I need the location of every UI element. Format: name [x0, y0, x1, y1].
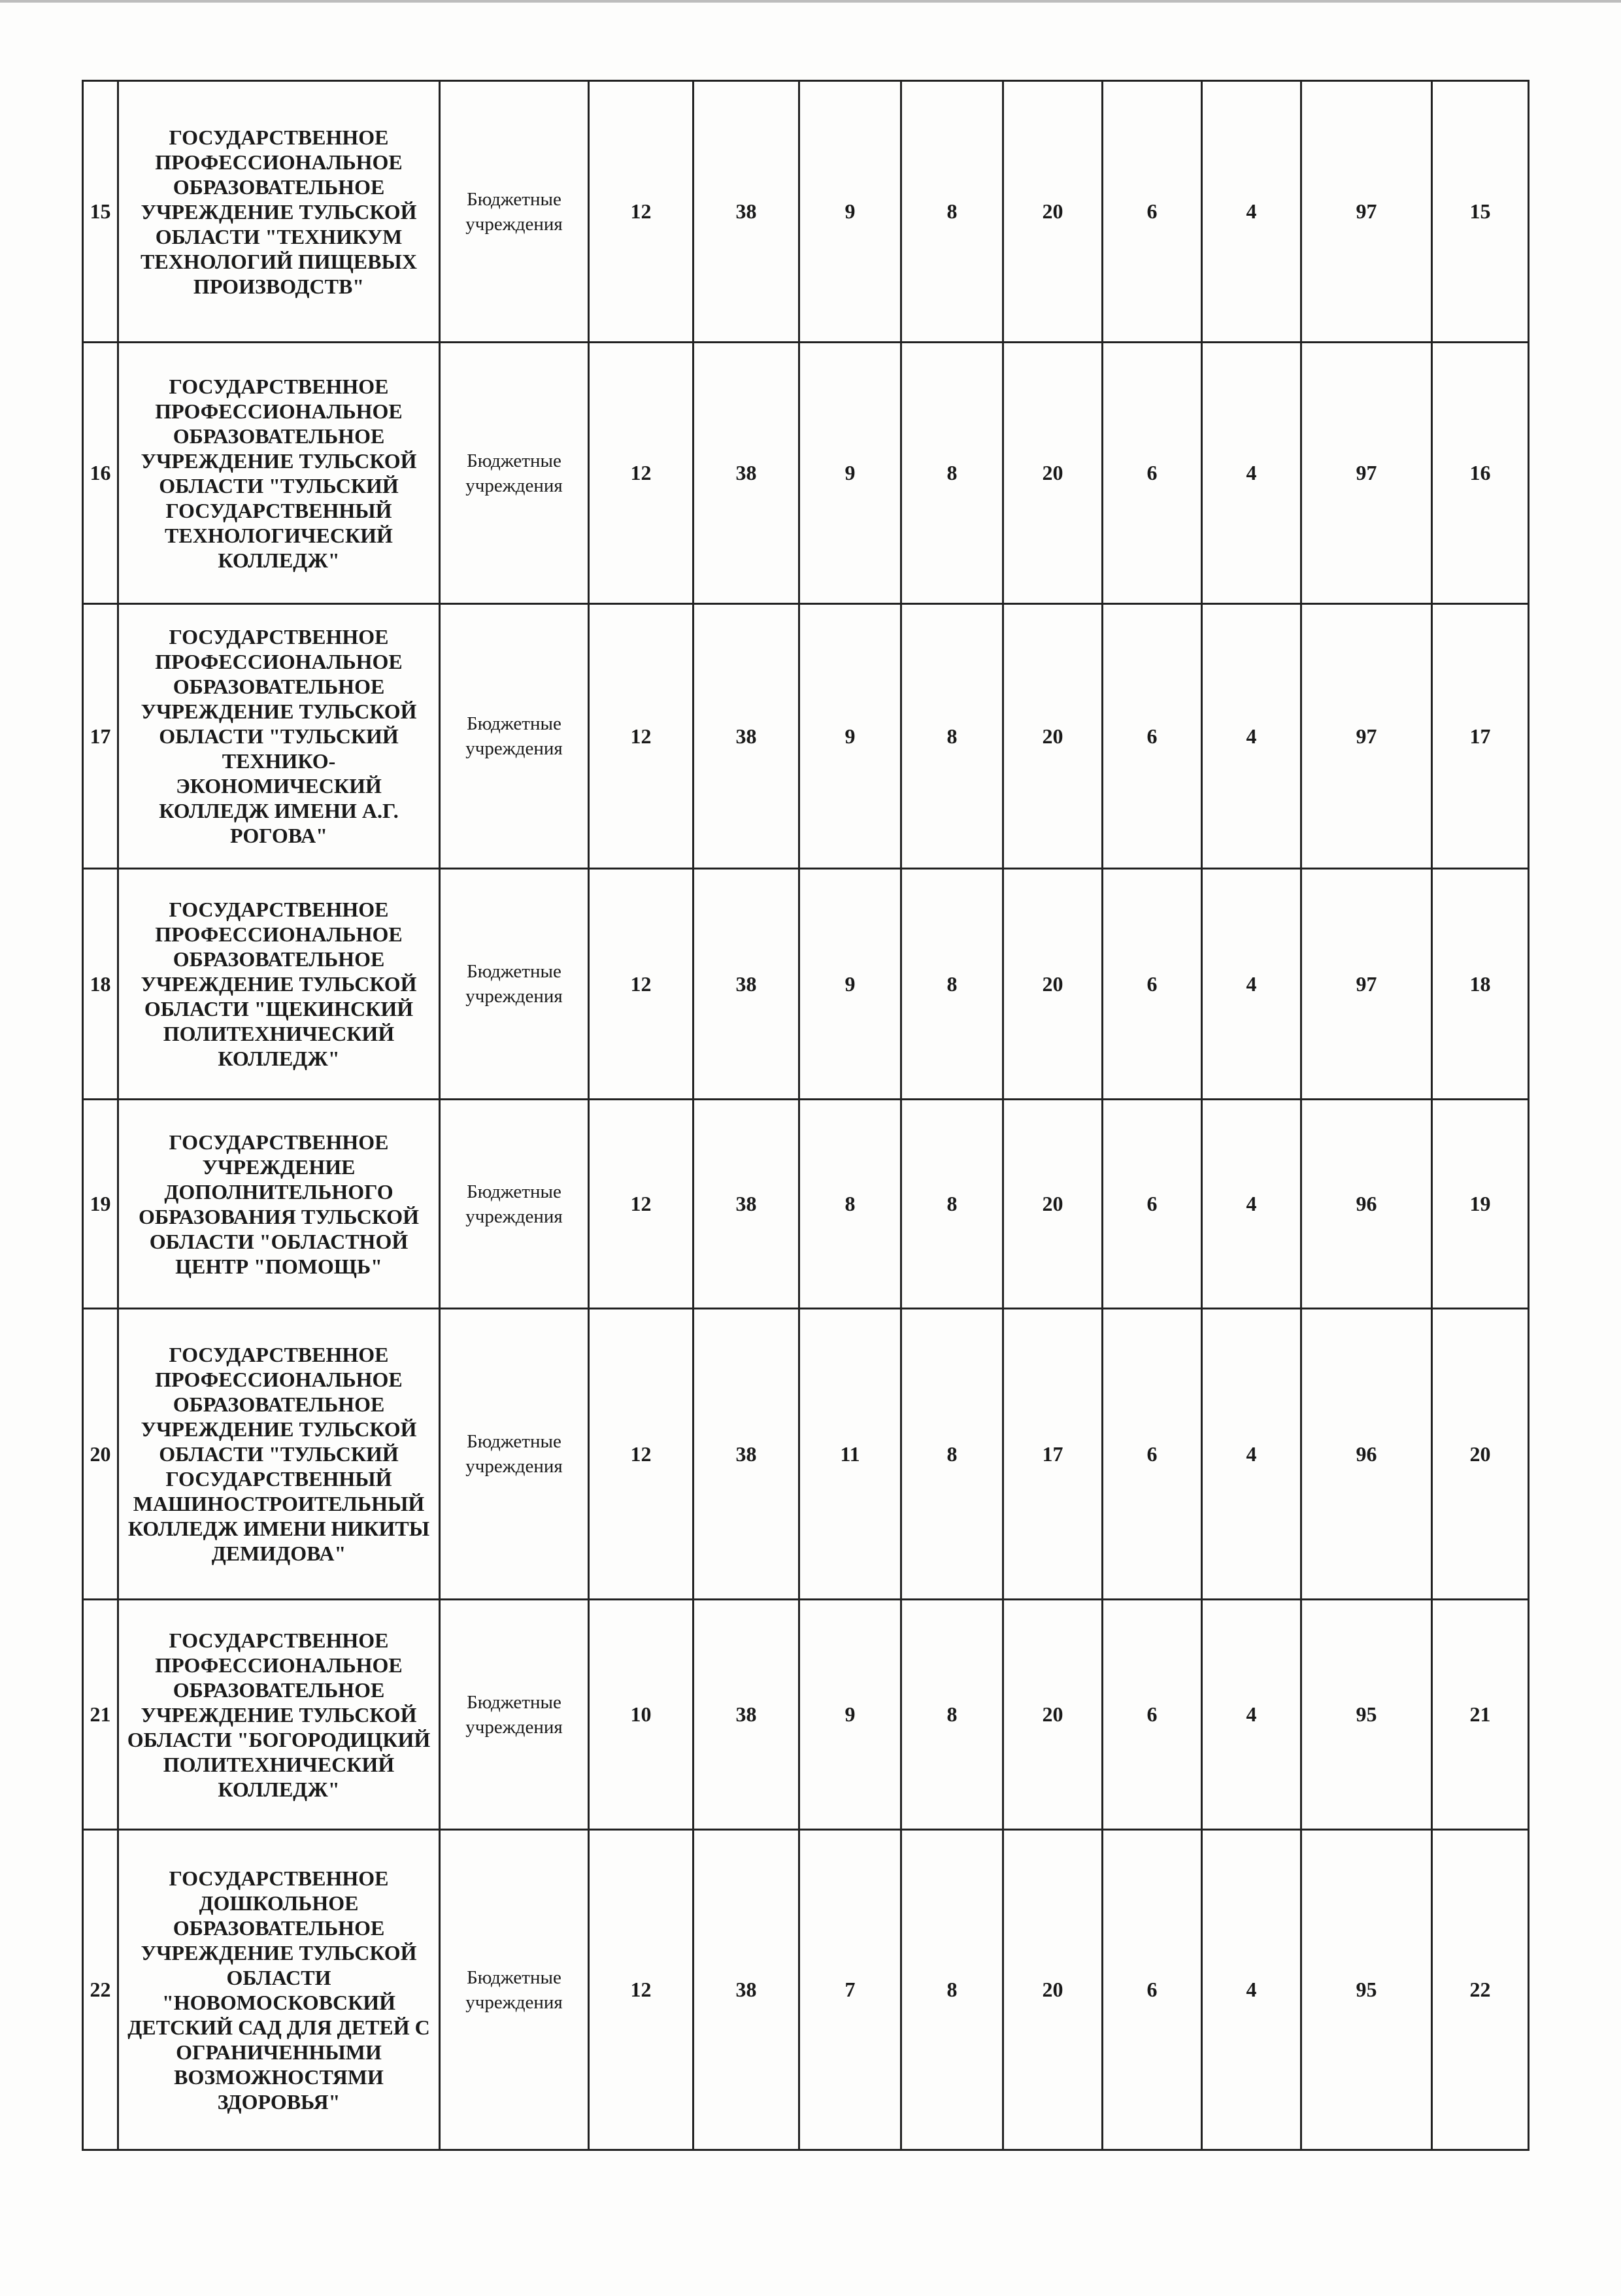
row-number: 15 — [83, 81, 118, 343]
score-5: 20 — [1003, 604, 1103, 869]
score-3: 9 — [799, 869, 901, 1100]
institution-type: Бюджетные учреждения — [440, 1309, 589, 1600]
total-score: 97 — [1301, 81, 1432, 343]
row-number: 18 — [83, 869, 118, 1100]
table-body — [83, 81, 1529, 2150]
table-row — [83, 604, 1529, 869]
score-5: 20 — [1003, 1600, 1103, 1830]
total-score: 95 — [1301, 1600, 1432, 1830]
institution-type: Бюджетные учреждения — [440, 604, 589, 869]
organization-name: ГОСУДАРСТВЕННОЕ ПРОФЕССИОНАЛЬНОЕ ОБРАЗОВАТЕЛЬНОЕ УЧРЕЖДЕНИЕ ТУЛЬСКОЙ ОБЛАСТИ "БОГОРОДИЦКИЙ ПОЛИТЕХНИЧЕСКИЙ КОЛЛЕДЖ" — [118, 1600, 440, 1830]
score-3: 9 — [799, 343, 901, 604]
organization-name: ГОСУДАРСТВЕННОЕ ПРОФЕССИОНАЛЬНОЕ ОБРАЗОВАТЕЛЬНОЕ УЧРЕЖДЕНИЕ ТУЛЬСКОЙ ОБЛАСТИ "ТЕХНИКУМ ТЕХНОЛОГИЙ ПИЩЕВЫХ ПРОИЗВОДСТВ" — [118, 81, 440, 343]
row-number: 19 — [83, 1100, 118, 1309]
score-1: 10 — [589, 1600, 694, 1830]
organization-name: ГОСУДАРСТВЕННОЕ ДОШКОЛЬНОЕ ОБРАЗОВАТЕЛЬНОЕ УЧРЕЖДЕНИЕ ТУЛЬСКОЙ ОБЛАСТИ "НОВОМОСКОВСКИЙ ДЕТСКИЙ САД ДЛЯ ДЕТЕЙ С ОГРАНИЧЕННЫМИ ВОЗМОЖНОСТЯМИ ЗДОРОВЬЯ" — [118, 1830, 440, 2150]
score-6: 6 — [1103, 81, 1202, 343]
institution-type: Бюджетные учреждения — [440, 1100, 589, 1309]
score-3: 7 — [799, 1830, 901, 2150]
score-2: 38 — [694, 81, 799, 343]
rank: 17 — [1432, 604, 1529, 869]
score-4: 8 — [901, 81, 1003, 343]
organization-name: ГОСУДАРСТВЕННОЕ ПРОФЕССИОНАЛЬНОЕ ОБРАЗОВАТЕЛЬНОЕ УЧРЕЖДЕНИЕ ТУЛЬСКОЙ ОБЛАСТИ "ЩЕКИНСКИЙ ПОЛИТЕХНИЧЕСКИЙ КОЛЛЕДЖ" — [118, 869, 440, 1100]
row-number: 21 — [83, 1600, 118, 1830]
table-row — [83, 1309, 1529, 1600]
score-4: 8 — [901, 343, 1003, 604]
score-3: 9 — [799, 1600, 901, 1830]
row-number: 16 — [83, 343, 118, 604]
score-7: 4 — [1202, 869, 1301, 1100]
score-2: 38 — [694, 869, 799, 1100]
score-4: 8 — [901, 604, 1003, 869]
score-7: 4 — [1202, 1830, 1301, 2150]
institution-type: Бюджетные учреждения — [440, 1600, 589, 1830]
score-7: 4 — [1202, 1600, 1301, 1830]
total-score: 95 — [1301, 1830, 1432, 2150]
score-3: 8 — [799, 1100, 901, 1309]
score-1: 12 — [589, 1830, 694, 2150]
score-1: 12 — [589, 869, 694, 1100]
score-7: 4 — [1202, 343, 1301, 604]
score-4: 8 — [901, 869, 1003, 1100]
score-4: 8 — [901, 1100, 1003, 1309]
score-2: 38 — [694, 604, 799, 869]
score-6: 6 — [1103, 604, 1202, 869]
score-3: 9 — [799, 81, 901, 343]
score-1: 12 — [589, 1100, 694, 1309]
score-6: 6 — [1103, 1100, 1202, 1309]
organization-name: ГОСУДАРСТВЕННОЕ ПРОФЕССИОНАЛЬНОЕ ОБРАЗОВАТЕЛЬНОЕ УЧРЕЖДЕНИЕ ТУЛЬСКОЙ ОБЛАСТИ "ТУЛЬСКИЙ ГОСУДАРСТВЕННЫЙ ТЕХНОЛОГИЧЕСКИЙ КОЛЛЕДЖ" — [118, 343, 440, 604]
total-score: 97 — [1301, 343, 1432, 604]
score-2: 38 — [694, 1100, 799, 1309]
scan-top-edge — [0, 0, 1621, 3]
score-6: 6 — [1103, 1309, 1202, 1600]
score-1: 12 — [589, 1309, 694, 1600]
score-4: 8 — [901, 1830, 1003, 2150]
score-6: 6 — [1103, 1600, 1202, 1830]
score-2: 38 — [694, 343, 799, 604]
rank: 18 — [1432, 869, 1529, 1100]
rank: 20 — [1432, 1309, 1529, 1600]
score-7: 4 — [1202, 1309, 1301, 1600]
rank: 15 — [1432, 81, 1529, 343]
score-6: 6 — [1103, 1830, 1202, 2150]
total-score: 97 — [1301, 869, 1432, 1100]
score-6: 6 — [1103, 869, 1202, 1100]
score-7: 4 — [1202, 1100, 1301, 1309]
table-row — [83, 343, 1529, 604]
score-1: 12 — [589, 604, 694, 869]
rating-table — [82, 80, 1529, 2151]
score-4: 8 — [901, 1309, 1003, 1600]
rank: 16 — [1432, 343, 1529, 604]
score-4: 8 — [901, 1600, 1003, 1830]
score-6: 6 — [1103, 343, 1202, 604]
score-1: 12 — [589, 81, 694, 343]
table-row — [83, 1100, 1529, 1309]
score-5: 20 — [1003, 81, 1103, 343]
score-2: 38 — [694, 1600, 799, 1830]
score-7: 4 — [1202, 604, 1301, 869]
row-number: 17 — [83, 604, 118, 869]
row-number: 20 — [83, 1309, 118, 1600]
score-1: 12 — [589, 343, 694, 604]
total-score: 96 — [1301, 1100, 1432, 1309]
score-2: 38 — [694, 1830, 799, 2150]
institution-type: Бюджетные учреждения — [440, 81, 589, 343]
total-score: 96 — [1301, 1309, 1432, 1600]
score-5: 17 — [1003, 1309, 1103, 1600]
rank: 22 — [1432, 1830, 1529, 2150]
score-3: 11 — [799, 1309, 901, 1600]
institution-type: Бюджетные учреждения — [440, 869, 589, 1100]
score-5: 20 — [1003, 1100, 1103, 1309]
table-row — [83, 1830, 1529, 2150]
table-row — [83, 869, 1529, 1100]
score-7: 4 — [1202, 81, 1301, 343]
total-score: 97 — [1301, 604, 1432, 869]
institution-type: Бюджетные учреждения — [440, 1830, 589, 2150]
score-5: 20 — [1003, 343, 1103, 604]
institution-type: Бюджетные учреждения — [440, 343, 589, 604]
rank: 19 — [1432, 1100, 1529, 1309]
score-2: 38 — [694, 1309, 799, 1600]
table-row — [83, 1600, 1529, 1830]
row-number: 22 — [83, 1830, 118, 2150]
score-5: 20 — [1003, 869, 1103, 1100]
score-3: 9 — [799, 604, 901, 869]
organization-name: ГОСУДАРСТВЕННОЕ УЧРЕЖДЕНИЕ ДОПОЛНИТЕЛЬНОГО ОБРАЗОВАНИЯ ТУЛЬСКОЙ ОБЛАСТИ "ОБЛАСТНОЙ ЦЕНТР "ПОМОЩЬ" — [118, 1100, 440, 1309]
organization-name: ГОСУДАРСТВЕННОЕ ПРОФЕССИОНАЛЬНОЕ ОБРАЗОВАТЕЛЬНОЕ УЧРЕЖДЕНИЕ ТУЛЬСКОЙ ОБЛАСТИ "ТУЛЬСКИЙ ГОСУДАРСТВЕННЫЙ МАШИНОСТРОИТЕЛЬНЫЙ КОЛЛЕДЖ ИМЕНИ НИКИТЫ ДЕМИДОВА" — [118, 1309, 440, 1600]
organization-name: ГОСУДАРСТВЕННОЕ ПРОФЕССИОНАЛЬНОЕ ОБРАЗОВАТЕЛЬНОЕ УЧРЕЖДЕНИЕ ТУЛЬСКОЙ ОБЛАСТИ "ТУЛЬСКИЙ ТЕХНИКО-ЭКОНОМИЧЕСКИЙ КОЛЛЕДЖ ИМЕНИ А.Г. РОГОВА" — [118, 604, 440, 869]
score-5: 20 — [1003, 1830, 1103, 2150]
rank: 21 — [1432, 1600, 1529, 1830]
table-row — [83, 81, 1529, 343]
